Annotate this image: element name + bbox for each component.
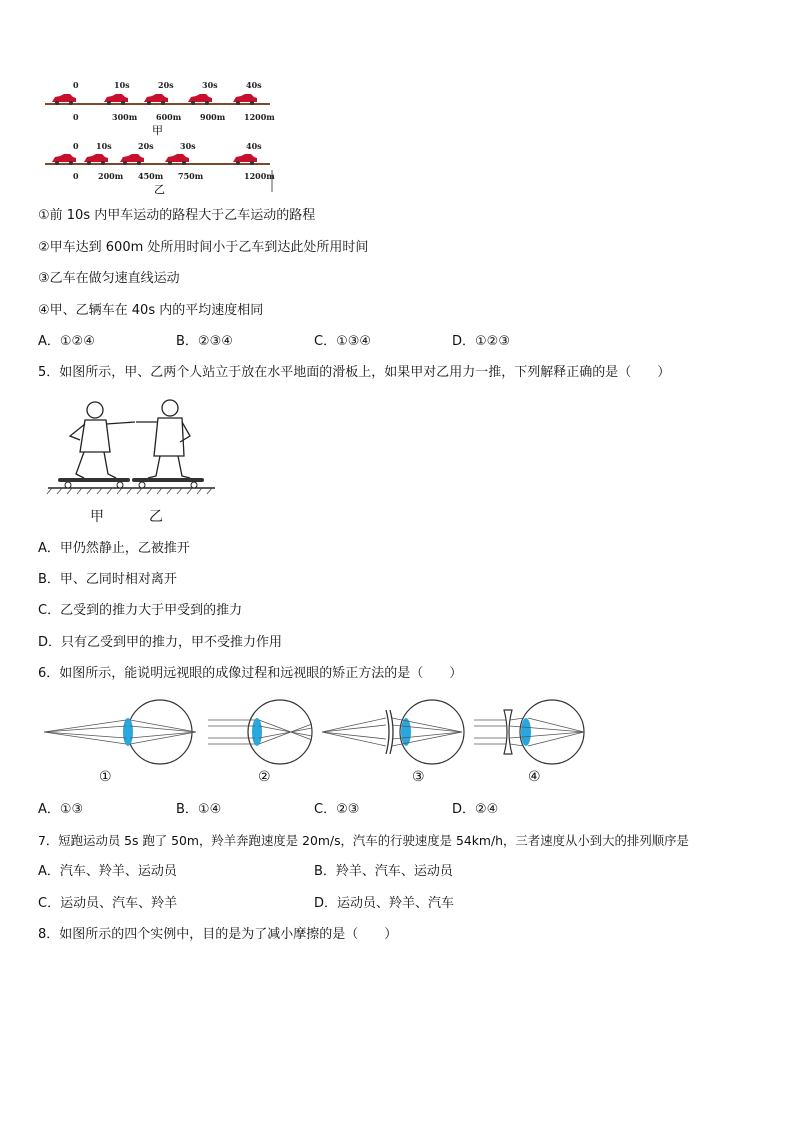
yi-dist-750: 750m	[178, 171, 204, 181]
q6-stem: 6．如图所示，能说明远视眼的成像过程和远视眼的矫正方法的是（ ）	[38, 666, 463, 681]
jia-dist-900: 900m	[200, 112, 226, 122]
jia-dist-0: 0	[73, 112, 79, 122]
yi-time-0: 0	[73, 141, 79, 151]
jia-dist-600: 600m	[156, 112, 182, 122]
eye-diagram-1	[44, 700, 196, 764]
q4-statement-3: ③乙车在做匀速直线运动	[38, 271, 180, 286]
car-motion-figure	[40, 78, 280, 196]
q4-option-d: D．①②③	[452, 334, 510, 349]
person-yi	[136, 400, 190, 478]
jia-dist-300: 300m	[112, 112, 138, 122]
eye-diagrams	[40, 694, 600, 766]
q6-fig-label-3: ③	[412, 769, 425, 785]
q5-stem: 5．如图所示，甲、乙两个人站立于放在水平地面的滑板上，如果甲对乙用力一推，下列解释正确的是（ ）	[38, 365, 671, 380]
q6-fig-label-1: ①	[99, 769, 112, 785]
q7-option-d: D．运动员、羚羊、汽车	[314, 896, 455, 911]
q8-stem: 8．如图所示的四个实例中，目的是为了减小摩擦的是（ ）	[38, 927, 398, 942]
q5-label-yi: 乙	[149, 509, 163, 525]
q4-option-b: B．②③④	[176, 334, 233, 349]
yi-time-20: 20s	[138, 141, 154, 151]
q5-option-d: D．只有乙受到甲的推力，甲不受推力作用	[38, 635, 283, 650]
eye-diagram-2	[208, 700, 312, 764]
yi-dist-1200: 1200m	[244, 171, 275, 181]
yi-time-40: 40s	[246, 141, 262, 151]
q7-option-b: B．羚羊、汽车、运动员	[314, 864, 453, 879]
q4-statement-2: ②甲车达到 600m 处所用时间小于乙车到达此处所用时间	[38, 240, 369, 255]
q4-option-a: A．①②④	[38, 334, 95, 349]
q6-option-d: D．②④	[452, 802, 499, 817]
q5-option-b: B．甲、乙同时相对离开	[38, 572, 177, 587]
q5-option-c: C．乙受到的推力大于甲受到的推力	[38, 603, 243, 618]
yi-time-10: 10s	[96, 141, 112, 151]
yi-time-30: 30s	[180, 141, 196, 151]
q7-option-c: C．运动员、汽车、羚羊	[38, 896, 178, 911]
jia-time-10: 10s	[114, 80, 130, 90]
skateboard-yi	[132, 478, 204, 488]
person-jia	[70, 402, 135, 478]
eye-diagram-3	[322, 700, 464, 764]
jia-dist-1200: 1200m	[244, 112, 275, 122]
q4-option-c: C．①③④	[314, 334, 372, 349]
q6-fig-label-4: ④	[528, 769, 541, 785]
q7-stem: 7．短跑运动员 5s 跑了 50m，羚羊奔跑速度是 20m/s，汽车的行驶速度是 54km/h，三者速度从小到大的排列顺序是	[38, 833, 689, 848]
q6-option-c: C．②③	[314, 802, 360, 817]
q6-option-a: A．①③	[38, 802, 84, 817]
yi-dist-0: 0	[73, 171, 79, 181]
eye-diagram-4	[474, 700, 584, 764]
q4-statement-1: ①前 10s 内甲车运动的路程大于乙车运动的路程	[38, 208, 316, 223]
skateboard-figure	[40, 396, 220, 526]
q5-option-a: A．甲仍然静止，乙被推开	[38, 541, 190, 556]
q4-statement-4: ④甲、乙辆车在 40s 内的平均速度相同	[38, 303, 264, 318]
jia-time-0: 0	[73, 80, 79, 90]
jia-time-40: 40s	[246, 80, 262, 90]
yi-label: 乙	[154, 183, 165, 196]
car-row-jia	[45, 80, 275, 137]
q6-fig-label-2: ②	[258, 769, 271, 785]
jia-label: 甲	[152, 124, 163, 137]
skateboard-jia	[58, 478, 130, 488]
jia-time-30: 30s	[202, 80, 218, 90]
yi-dist-450: 450m	[138, 171, 164, 181]
jia-time-20: 20s	[158, 80, 174, 90]
q7-option-a: A．汽车、羚羊、运动员	[38, 864, 177, 879]
car-row-yi	[45, 141, 275, 196]
q6-option-b: B．①④	[176, 802, 222, 817]
yi-dist-200: 200m	[98, 171, 124, 181]
q5-label-jia: 甲	[90, 509, 104, 525]
